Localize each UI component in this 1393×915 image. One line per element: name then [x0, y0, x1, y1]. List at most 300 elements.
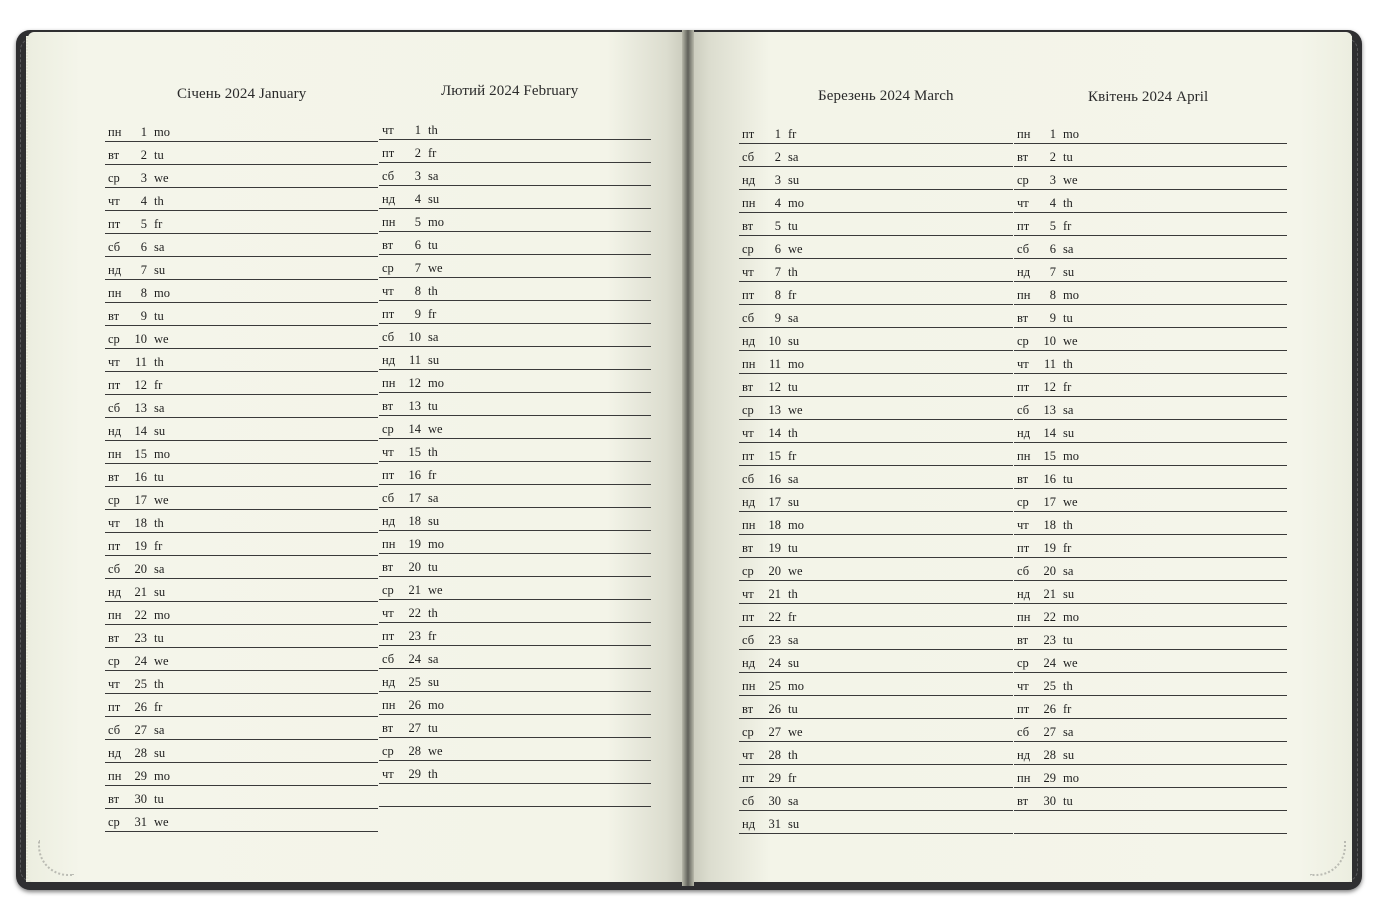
weekday-en: we — [154, 171, 169, 185]
day-number: 25 — [134, 677, 147, 691]
weekday-en: tu — [788, 380, 798, 394]
day-row — [1014, 466, 1287, 489]
day-number: 22 — [768, 610, 781, 624]
day-number: 19 — [1043, 541, 1056, 555]
day-row — [379, 324, 651, 347]
weekday-en: th — [788, 587, 798, 601]
weekday-en: fr — [428, 468, 437, 482]
weekday-ua: нд — [742, 656, 756, 670]
day-number: 24 — [1043, 656, 1056, 670]
weekday-ua: сб — [742, 794, 755, 808]
day-row — [739, 788, 1013, 811]
day-number: 21 — [1043, 587, 1056, 601]
day-row — [105, 257, 378, 280]
month-title-january: Січень 2024 January — [177, 86, 307, 102]
day-row — [739, 650, 1013, 673]
weekday-ua: пт — [1017, 219, 1030, 233]
day-row — [739, 351, 1013, 374]
day-number: 27 — [768, 725, 781, 739]
day-number: 4 — [414, 192, 421, 206]
day-row — [105, 717, 378, 740]
day-number: 7 — [774, 265, 781, 279]
day-number: 11 — [134, 355, 147, 369]
weekday-ua: нд — [1017, 748, 1031, 762]
day-number: 5 — [140, 217, 147, 231]
day-row — [105, 326, 378, 349]
weekday-en: sa — [788, 472, 799, 486]
weekday-ua: чт — [382, 606, 394, 620]
weekday-en: th — [428, 123, 438, 137]
weekday-ua: чт — [1017, 518, 1029, 532]
day-number: 1 — [140, 125, 147, 139]
day-row — [1014, 420, 1287, 443]
weekday-en: fr — [428, 307, 437, 321]
day-row — [739, 144, 1013, 167]
weekday-ua: сб — [742, 150, 755, 164]
day-row — [379, 347, 651, 370]
day-row — [739, 696, 1013, 719]
day-row — [739, 604, 1013, 627]
day-number: 13 — [134, 401, 147, 415]
weekday-en: mo — [788, 357, 804, 371]
day-number: 13 — [1043, 403, 1056, 417]
day-number: 13 — [768, 403, 781, 417]
day-number: 7 — [140, 263, 147, 277]
weekday-ua: сб — [742, 311, 755, 325]
weekday-en: fr — [1063, 380, 1072, 394]
weekday-ua: вт — [1017, 633, 1029, 647]
weekday-en: we — [788, 725, 803, 739]
day-row — [379, 669, 651, 692]
weekday-ua: вт — [382, 399, 394, 413]
weekday-ua: сб — [742, 472, 755, 486]
weekday-en: mo — [788, 518, 804, 532]
weekday-en: we — [788, 242, 803, 256]
day-number: 4 — [1049, 196, 1056, 210]
weekday-en: fr — [1063, 702, 1072, 716]
weekday-ua: ср — [742, 242, 754, 256]
weekday-en: su — [428, 192, 440, 206]
day-row — [739, 374, 1013, 397]
weekday-en: fr — [788, 610, 797, 624]
weekday-en: mo — [1063, 610, 1079, 624]
weekday-en: fr — [788, 127, 797, 141]
weekday-en: sa — [428, 652, 439, 666]
day-number: 23 — [134, 631, 147, 645]
day-row — [739, 627, 1013, 650]
day-number: 8 — [140, 286, 147, 300]
weekday-ua: пн — [742, 679, 756, 693]
book-spine-gutter — [682, 30, 694, 886]
day-number: 25 — [1043, 679, 1056, 693]
weekday-ua: вт — [382, 238, 394, 252]
day-row — [379, 278, 651, 301]
day-number: 27 — [134, 723, 147, 737]
weekday-ua: пн — [1017, 449, 1031, 463]
weekday-ua: пн — [382, 698, 396, 712]
weekday-ua: нд — [382, 514, 396, 528]
weekday-en: sa — [428, 169, 439, 183]
day-row — [739, 282, 1013, 305]
day-row — [739, 397, 1013, 420]
day-number: 30 — [1043, 794, 1056, 808]
weekday-ua: сб — [742, 633, 755, 647]
weekday-en: tu — [1063, 150, 1073, 164]
day-row — [379, 761, 651, 784]
day-row — [105, 188, 378, 211]
weekday-en: sa — [154, 401, 165, 415]
day-row — [1014, 558, 1287, 581]
weekday-en: tu — [428, 560, 438, 574]
day-number: 6 — [140, 240, 147, 254]
weekday-ua: сб — [108, 723, 121, 737]
weekday-en: fr — [154, 700, 163, 714]
day-number: 14 — [768, 426, 781, 440]
day-row — [105, 648, 378, 671]
day-row — [105, 763, 378, 786]
day-number: 25 — [408, 675, 421, 689]
weekday-en: su — [1063, 426, 1075, 440]
weekday-ua: вт — [1017, 794, 1029, 808]
weekday-ua: пн — [382, 215, 396, 229]
weekday-ua: пт — [742, 127, 755, 141]
day-number: 2 — [414, 146, 421, 160]
day-row — [739, 236, 1013, 259]
weekday-ua: вт — [742, 541, 754, 555]
weekday-ua: вт — [382, 560, 394, 574]
weekday-ua: ср — [108, 171, 120, 185]
weekday-en: tu — [428, 399, 438, 413]
day-number: 15 — [134, 447, 147, 461]
weekday-en: su — [154, 263, 166, 277]
weekday-ua: пн — [1017, 610, 1031, 624]
weekday-en: th — [428, 445, 438, 459]
weekday-en: we — [154, 332, 169, 346]
weekday-ua: нд — [382, 675, 396, 689]
weekday-en: we — [1063, 495, 1078, 509]
weekday-en: tu — [1063, 633, 1073, 647]
day-row — [1014, 535, 1287, 558]
day-row — [739, 121, 1013, 144]
weekday-ua: чт — [382, 284, 394, 298]
day-row — [379, 232, 651, 255]
day-row — [379, 692, 651, 715]
day-number: 23 — [1043, 633, 1056, 647]
weekday-ua: сб — [1017, 564, 1030, 578]
weekday-ua: сб — [108, 240, 121, 254]
day-number: 15 — [1043, 449, 1056, 463]
day-number: 14 — [134, 424, 147, 438]
weekday-en: th — [428, 606, 438, 620]
day-row — [1014, 282, 1287, 305]
day-row — [379, 439, 651, 462]
weekday-en: su — [154, 424, 166, 438]
weekday-ua: пн — [108, 125, 122, 139]
weekday-ua: пт — [382, 307, 395, 321]
day-number: 10 — [768, 334, 781, 348]
weekday-ua: вт — [108, 792, 120, 806]
weekday-ua: ср — [1017, 173, 1029, 187]
weekday-en: th — [788, 426, 798, 440]
weekday-ua: пт — [382, 146, 395, 160]
weekday-en: we — [154, 654, 169, 668]
weekday-ua: пт — [742, 288, 755, 302]
weekday-ua: вт — [742, 702, 754, 716]
weekday-ua: ср — [1017, 656, 1029, 670]
weekday-en: fr — [428, 629, 437, 643]
day-number: 29 — [134, 769, 147, 783]
day-row — [105, 441, 378, 464]
day-row — [105, 303, 378, 326]
weekday-ua: сб — [382, 652, 395, 666]
day-row — [1014, 742, 1287, 765]
day-row — [1014, 443, 1287, 466]
day-row — [1014, 236, 1287, 259]
weekday-en: mo — [1063, 288, 1079, 302]
day-row — [379, 646, 651, 669]
weekday-en: su — [428, 514, 440, 528]
weekday-en: tu — [154, 792, 164, 806]
day-row — [379, 393, 651, 416]
weekday-ua: сб — [1017, 725, 1030, 739]
day-number: 12 — [1043, 380, 1056, 394]
weekday-en: mo — [1063, 771, 1079, 785]
day-number: 9 — [140, 309, 147, 323]
day-number: 14 — [1043, 426, 1056, 440]
day-row — [379, 370, 651, 393]
day-row — [105, 418, 378, 441]
weekday-ua: чт — [742, 748, 754, 762]
weekday-en: sa — [1063, 564, 1074, 578]
weekday-ua: вт — [382, 721, 394, 735]
day-row — [739, 420, 1013, 443]
day-row — [379, 623, 651, 646]
day-number: 4 — [140, 194, 147, 208]
weekday-ua: вт — [742, 380, 754, 394]
blank-ruled-row — [379, 784, 651, 807]
weekday-en: mo — [1063, 449, 1079, 463]
weekday-ua: пн — [108, 608, 122, 622]
weekday-en: su — [154, 746, 166, 760]
day-number: 8 — [774, 288, 781, 302]
weekday-ua: нд — [1017, 265, 1031, 279]
day-number: 12 — [408, 376, 421, 390]
weekday-en: mo — [788, 679, 804, 693]
weekday-ua: пн — [742, 357, 756, 371]
weekday-ua: вт — [742, 219, 754, 233]
ruled-line — [105, 831, 378, 832]
weekday-ua: ср — [108, 332, 120, 346]
day-number: 10 — [1043, 334, 1056, 348]
weekday-ua: пт — [108, 700, 121, 714]
weekday-en: we — [1063, 334, 1078, 348]
weekday-en: th — [154, 516, 164, 530]
day-number: 9 — [1049, 311, 1056, 325]
day-number: 28 — [768, 748, 781, 762]
weekday-en: tu — [154, 470, 164, 484]
day-number: 22 — [134, 608, 147, 622]
day-number: 3 — [774, 173, 781, 187]
day-row — [105, 694, 378, 717]
weekday-ua: нд — [108, 424, 122, 438]
day-row — [105, 487, 378, 510]
weekday-ua: пн — [742, 196, 756, 210]
day-row — [1014, 351, 1287, 374]
day-number: 26 — [768, 702, 781, 716]
weekday-en: tu — [428, 238, 438, 252]
day-number: 28 — [1043, 748, 1056, 762]
weekday-en: su — [428, 353, 440, 367]
weekday-ua: сб — [108, 401, 121, 415]
weekday-ua: пт — [382, 629, 395, 643]
day-number: 25 — [768, 679, 781, 693]
weekday-ua: вт — [1017, 472, 1029, 486]
month-title-february: Лютий 2024 February — [441, 83, 579, 99]
weekday-en: sa — [1063, 242, 1074, 256]
weekday-en: fr — [788, 771, 797, 785]
weekday-en: su — [788, 495, 800, 509]
weekday-en: th — [1063, 357, 1073, 371]
day-number: 27 — [1043, 725, 1056, 739]
day-row — [105, 234, 378, 257]
weekday-ua: вт — [1017, 150, 1029, 164]
day-number: 8 — [414, 284, 421, 298]
day-row — [379, 600, 651, 623]
weekday-ua: вт — [108, 309, 120, 323]
weekday-ua: чт — [108, 677, 120, 691]
day-row — [1014, 673, 1287, 696]
weekday-en: mo — [428, 537, 444, 551]
weekday-en: mo — [154, 286, 170, 300]
day-number: 2 — [774, 150, 781, 164]
ruled-line — [379, 806, 651, 807]
day-number: 19 — [408, 537, 421, 551]
weekday-en: su — [1063, 587, 1075, 601]
day-number: 12 — [768, 380, 781, 394]
day-row — [105, 372, 378, 395]
day-row — [379, 186, 651, 209]
weekday-ua: ср — [382, 583, 394, 597]
day-row — [1014, 650, 1287, 673]
day-number: 11 — [408, 353, 421, 367]
day-number: 26 — [134, 700, 147, 714]
weekday-en: fr — [154, 217, 163, 231]
day-number: 14 — [408, 422, 421, 436]
day-row — [105, 809, 378, 832]
weekday-ua: пн — [742, 518, 756, 532]
weekday-ua: нд — [382, 353, 396, 367]
day-row — [105, 395, 378, 418]
day-row — [739, 443, 1013, 466]
day-number: 12 — [134, 378, 147, 392]
weekday-en: we — [154, 815, 169, 829]
day-row — [105, 556, 378, 579]
weekday-en: sa — [154, 723, 165, 737]
weekday-ua: ср — [1017, 334, 1029, 348]
day-number: 9 — [774, 311, 781, 325]
weekday-ua: пт — [742, 449, 755, 463]
day-number: 2 — [140, 148, 147, 162]
weekday-en: tu — [788, 219, 798, 233]
weekday-ua: ср — [1017, 495, 1029, 509]
day-number: 4 — [774, 196, 781, 210]
weekday-ua: нд — [108, 746, 122, 760]
weekday-en: th — [788, 265, 798, 279]
day-number: 22 — [408, 606, 421, 620]
day-number: 29 — [768, 771, 781, 785]
weekday-en: mo — [154, 769, 170, 783]
day-row — [105, 533, 378, 556]
day-row — [739, 719, 1013, 742]
weekday-ua: чт — [382, 767, 394, 781]
weekday-ua: вт — [108, 148, 120, 162]
weekday-ua: ср — [742, 403, 754, 417]
day-number: 31 — [134, 815, 147, 829]
day-number: 16 — [408, 468, 421, 482]
weekday-ua: нд — [742, 334, 756, 348]
weekday-ua: пт — [1017, 380, 1030, 394]
day-number: 13 — [408, 399, 421, 413]
weekday-ua: сб — [382, 491, 395, 505]
weekday-ua: нд — [742, 495, 756, 509]
weekday-en: su — [154, 585, 166, 599]
weekday-ua: сб — [1017, 403, 1030, 417]
weekday-en: su — [1063, 265, 1075, 279]
day-row — [1014, 765, 1287, 788]
weekday-ua: пн — [1017, 771, 1031, 785]
weekday-ua: чт — [1017, 357, 1029, 371]
day-number: 29 — [408, 767, 421, 781]
day-row — [1014, 489, 1287, 512]
weekday-en: tu — [154, 631, 164, 645]
day-row — [379, 715, 651, 738]
day-number: 11 — [768, 357, 781, 371]
day-number: 6 — [414, 238, 421, 252]
day-number: 17 — [1043, 495, 1056, 509]
weekday-ua: ср — [108, 815, 120, 829]
day-number: 27 — [408, 721, 421, 735]
weekday-en: tu — [1063, 794, 1073, 808]
day-row — [1014, 397, 1287, 420]
day-number: 24 — [134, 654, 147, 668]
weekday-ua: чт — [1017, 196, 1029, 210]
weekday-en: fr — [428, 146, 437, 160]
day-number: 7 — [1049, 265, 1056, 279]
day-row — [379, 577, 651, 600]
weekday-en: sa — [428, 491, 439, 505]
weekday-en: mo — [428, 376, 444, 390]
day-number: 20 — [1043, 564, 1056, 578]
day-row — [105, 211, 378, 234]
weekday-ua: чт — [108, 194, 120, 208]
day-row — [379, 140, 651, 163]
weekday-en: mo — [154, 125, 170, 139]
weekday-en: su — [788, 173, 800, 187]
day-number: 18 — [408, 514, 421, 528]
day-row — [739, 259, 1013, 282]
day-number: 23 — [768, 633, 781, 647]
day-row — [1014, 213, 1287, 236]
day-number: 5 — [1049, 219, 1056, 233]
day-row — [739, 328, 1013, 351]
weekday-en: sa — [154, 240, 165, 254]
day-row — [1014, 627, 1287, 650]
day-number: 2 — [1049, 150, 1056, 164]
weekday-ua: нд — [108, 263, 122, 277]
day-number: 17 — [768, 495, 781, 509]
day-row — [379, 508, 651, 531]
day-row — [1014, 788, 1287, 811]
